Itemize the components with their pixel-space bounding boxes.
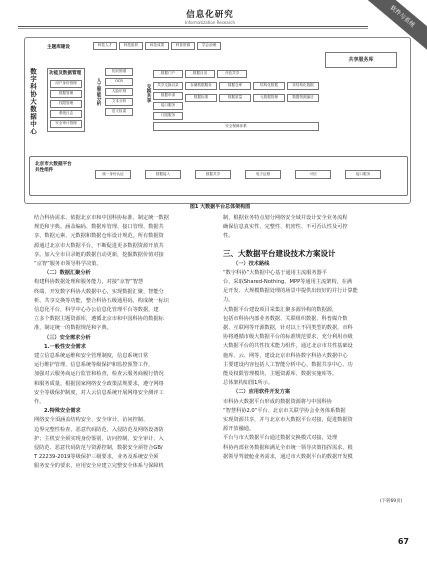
topic-lib-title: 主题库建设 bbox=[47, 45, 70, 50]
data-item: 数据资源编目 bbox=[287, 94, 319, 102]
function-item: 权限管理 bbox=[50, 100, 82, 108]
data-item: 非结构化数据 bbox=[287, 82, 319, 90]
exchange-label: 交换共享 bbox=[146, 84, 151, 103]
paragraph-line: 析、共享交换等功能，整合科协五级通用码，构成统一标识 bbox=[34, 297, 169, 304]
architecture-figure bbox=[24, 37, 411, 204]
paragraph-line: 市科协大数据平台形成的数据资源将与中国科协 bbox=[223, 398, 332, 405]
function-item: 数据管理 bbox=[50, 90, 82, 98]
paragraph-line: “京智”服务市领导科学决策。 bbox=[34, 261, 102, 268]
paragraph-line: 运行维护管理、信息系统等级保护和监控预警工作， bbox=[34, 362, 154, 369]
paragraph-line: 准，制定统一的数据规范和字典。 bbox=[34, 325, 112, 332]
paragraph-line: 总体架构如图1所示。 bbox=[223, 380, 273, 387]
exchange-item: 共享交换目录 bbox=[153, 82, 183, 90]
journal-title: 信息化研究 bbox=[186, 10, 234, 20]
paragraph-line: 网络安全須涵盖结构安全、安全审计、访问控制、 bbox=[34, 417, 149, 424]
function-item: 用户身份管理 bbox=[50, 80, 82, 88]
paragraph-line: 服务安全的要求，应用安全应建立完整安全体系与保障机 bbox=[34, 463, 164, 470]
paragraph-line: “智慧科协2.0”平台、北京市关联学协会业务体系数据 bbox=[223, 407, 346, 414]
paragraph-line: 侵防范、恶意代码防范与资源控制，数据安全须符合GB/ bbox=[34, 445, 163, 452]
exchange-item: 订阅服务 bbox=[153, 112, 183, 120]
paragraph-line: 台，采取Shared-Nothing、MPP等通用主流架构，在满 bbox=[223, 279, 353, 286]
paragraph-line: 加强对云服务商运行监管和检查，检查云服务商履行情况 bbox=[34, 371, 164, 378]
paragraph-line: 确保信息真实性、完整性、机密性、不可否认性及可控 bbox=[223, 224, 348, 231]
paragraph-line: 据领导驾驶舱业务需求，通过市大数据平台的数据开发模 bbox=[223, 453, 353, 460]
paragraph-line: 结合科协需求、依据北京市和中国科协标准、制定统一数据 bbox=[34, 215, 169, 221]
bottom-item: 可信 bbox=[295, 170, 331, 179]
data-item: 元数据管理 bbox=[253, 94, 285, 102]
paragraph-line: 性。 bbox=[223, 233, 234, 240]
topic-item: 学会治理 bbox=[197, 42, 221, 50]
data-item: 结构化数据 bbox=[253, 82, 285, 90]
subheading: （二）应用软件开发方案 bbox=[233, 389, 291, 396]
subheading: （一）技术路线 bbox=[233, 260, 270, 267]
bottom-item: 电子证照 bbox=[245, 170, 281, 179]
data-item: 数据标准 bbox=[185, 94, 217, 102]
topic-item: 科技组织 bbox=[119, 42, 143, 50]
paragraph-line: 科协内部业务数据和满足全市统一领导决策指挥需求。根 bbox=[223, 444, 353, 451]
subheading: （二）数据汇聚分析 bbox=[44, 270, 91, 277]
paragraph-line: 实现资源共享，并与北京市大数据平台对接，促进数据资 bbox=[223, 417, 353, 424]
function-item: 系统日志 bbox=[50, 110, 82, 118]
paragraph-line: 作。 bbox=[34, 399, 45, 406]
exchange-item: 数据申请 bbox=[153, 92, 183, 100]
function-mgmt-title: 功能及数据管理 bbox=[49, 71, 82, 76]
topic-item: 科技成果 bbox=[145, 42, 169, 50]
paragraph-line: 享、数据元素、元数据和数据仓库设计规范。所有数据资 bbox=[34, 233, 164, 240]
header-rule bbox=[18, 26, 368, 27]
paragraph-line: 护；主机安全须实现身份鉴别、访问控制、安全审计、入 bbox=[34, 435, 164, 442]
continued-note: (下转69页) bbox=[380, 499, 403, 504]
portal-item: 数据门户 bbox=[153, 70, 183, 78]
paragraph-line: 大数据平台的共性技术能力组件，通过北京市共性基础设 bbox=[223, 343, 353, 350]
paragraph-line: 构建科协数据处理和服务能力，对接“京智”智慧 bbox=[34, 279, 144, 286]
center-vertical-label: 数字科协大数据中心 bbox=[29, 68, 37, 136]
ai-item: 文本分析 bbox=[105, 98, 133, 106]
section-heading: 三、大数据平台建设技术方案设计 bbox=[223, 248, 336, 258]
exchange-item: 接口服务 bbox=[153, 102, 183, 110]
subheading: 2.特殊安全需求 bbox=[44, 408, 81, 415]
ai-item: 语义检索 bbox=[105, 108, 133, 116]
data-item: 数据质量 bbox=[219, 94, 251, 102]
ai-item: 人脸识别 bbox=[105, 88, 133, 96]
header-rule-thin bbox=[18, 28, 368, 29]
paragraph-line: T 22239-2019等级保护三级要求，业务及系统安全须 bbox=[34, 454, 159, 461]
subheading: （三）安全需求分析 bbox=[44, 334, 91, 341]
security-bar: 安全保障体系 bbox=[153, 122, 319, 131]
portal-item: 开放共享 bbox=[217, 70, 247, 78]
paragraph-line: 源开放融通。 bbox=[223, 426, 255, 433]
ai-label: 人工智能分析 bbox=[96, 78, 101, 106]
paragraph-line: 信息化平台，科学中心办公信息化管理平台等数据，建 bbox=[34, 307, 159, 314]
paragraph-line: 据、互联网等开源数据，针对以上不同类型的数据，市科 bbox=[223, 325, 353, 332]
paragraph-line: 主要建设内容包括人工智能分析中心、数据共享中心、功 bbox=[223, 361, 353, 368]
section-corner-tab: 软件与系统 bbox=[362, 0, 427, 53]
paragraph-line: “数字科协”大数据中心基于通用主流服务器平 bbox=[223, 269, 327, 276]
subheading: 1.一般性安全需求 bbox=[44, 343, 86, 350]
topic-item: 科普资源 bbox=[171, 42, 195, 50]
journal-subtitle: Informatization Research bbox=[184, 20, 235, 25]
ai-item: 知识图谱 bbox=[105, 68, 133, 76]
paragraph-line: 源通过北京市大数据平台，不断促进更多数据资源开放共 bbox=[34, 242, 164, 249]
share-service-box: 共享服务库 bbox=[325, 52, 397, 68]
paragraph-line: 和服务质量。根据国家网络安全政策法规要求，遵守网络 bbox=[34, 380, 164, 387]
paragraph-line: 力。 bbox=[223, 297, 234, 304]
paragraph-line: 施库、云、网等，建设北京市科协数字科协大数据中心 bbox=[223, 352, 348, 359]
figure-caption: 图1 大数据平台总体架构图 bbox=[189, 204, 251, 210]
data-item: 数据仓库 bbox=[219, 82, 251, 90]
paragraph-line: 能及权限管理模块、主题资源库、数据实施库等。 bbox=[223, 371, 338, 378]
paragraph-line: 建立信息系统运维和安全管理制度，信息系统日常 bbox=[34, 353, 149, 360]
paragraph-line: 安全等级保护制度，对人云信息系统开展网络安全测评工 bbox=[34, 389, 164, 396]
paragraph-line: 协将遵循市级大数据平台的标准规范要求，充分利用市级 bbox=[223, 334, 353, 341]
portal-item: 数据目录 bbox=[185, 70, 215, 78]
paragraph-line: 边界完整性检查、恶意代码防范、入侵防范及网络设备防 bbox=[34, 426, 164, 433]
paragraph-line: 制，根据业务特点划分网络安全域并设计安全业务流程 bbox=[223, 215, 348, 221]
bottom-item: 数据接入 bbox=[145, 170, 181, 179]
paragraph-line: 大数据平台建设项目采集汇聚多源异构的数据源， bbox=[223, 306, 338, 313]
paragraph-line: 享。加入全市目录链的数据自动更新，挖掘数据价值对接 bbox=[34, 251, 164, 258]
bottom-label: 北京市大数据平台共性组件 bbox=[35, 162, 72, 173]
bottom-item: 接口服务 bbox=[345, 170, 381, 179]
topic-item: 科技人才 bbox=[93, 42, 117, 50]
paragraph-line: 规范和字典。涵盖编码、数据库管理、接口管理、数据共 bbox=[34, 224, 164, 231]
bottom-item: 统一身份认证 bbox=[95, 170, 131, 179]
paragraph-line: 立多个数据主题资源库，遵循北京市和中国科协的数据标 bbox=[34, 316, 164, 323]
paragraph-line: 终端，开发数字科协大数据中心，实现数据汇聚、智能分 bbox=[34, 288, 164, 295]
function-item: 安全审计管理 bbox=[50, 120, 82, 128]
paragraph-line: 足开发、大规模数据处理的场景中提供出较好的并行计算能 bbox=[223, 288, 358, 295]
data-item: 存储数据服务 bbox=[185, 82, 217, 90]
page-number: 67 bbox=[397, 537, 409, 546]
ai-item: OCR bbox=[105, 78, 133, 86]
left-column bbox=[34, 214, 214, 472]
right-column bbox=[223, 214, 398, 462]
bottom-item: 数据共享 bbox=[195, 170, 231, 179]
paragraph-line: 平台与市大数据平台通过数据交换模式对接，处理 bbox=[223, 435, 338, 442]
paragraph-line: 包括市科协内部业务数据、关联组织数据、科普媒介数 bbox=[223, 315, 348, 322]
